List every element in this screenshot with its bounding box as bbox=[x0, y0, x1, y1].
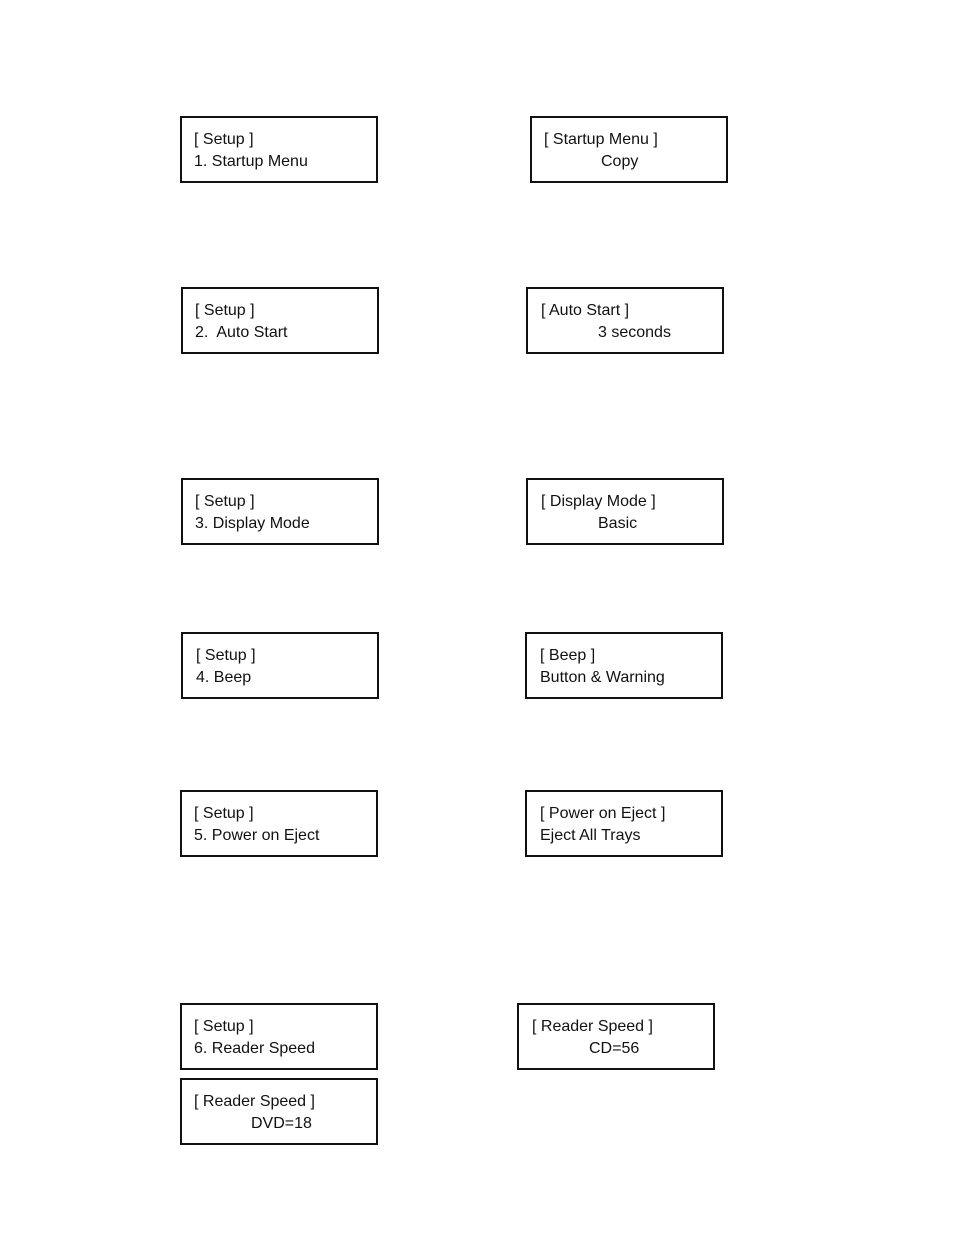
lcd-value: Button & Warning bbox=[540, 669, 665, 686]
lcd-title: [ Setup ] bbox=[194, 1018, 254, 1035]
lcd-title: [ Auto Start ] bbox=[541, 302, 630, 319]
lcd-title: [ Setup ] bbox=[194, 131, 254, 148]
lcd-display-mode-value bbox=[526, 478, 724, 545]
lcd-setup-reader-speed bbox=[180, 1003, 378, 1070]
lcd-setup-auto-start bbox=[181, 287, 379, 354]
lcd-title: [ Display Mode ] bbox=[541, 493, 656, 510]
lcd-value: Copy bbox=[601, 153, 639, 170]
lcd-title: [ Startup Menu ] bbox=[544, 131, 658, 148]
lcd-setup-power-on-eject bbox=[180, 790, 378, 857]
lcd-beep-value bbox=[525, 632, 723, 699]
lcd-value: 3 seconds bbox=[598, 324, 671, 341]
lcd-title: [ Setup ] bbox=[195, 302, 255, 319]
lcd-value: Basic bbox=[598, 515, 638, 532]
lcd-option: 5. Power on Eject bbox=[194, 827, 320, 844]
lcd-option: 2. Auto Start bbox=[195, 324, 288, 341]
lcd-title: [ Beep ] bbox=[540, 647, 596, 664]
lcd-value: Eject All Trays bbox=[540, 827, 641, 844]
lcd-option: 6. Reader Speed bbox=[194, 1040, 315, 1057]
lcd-setup-display-mode bbox=[181, 478, 379, 545]
lcd-title: [ Reader Speed ] bbox=[532, 1018, 653, 1035]
lcd-setup-beep bbox=[181, 632, 379, 699]
lcd-startup-menu-value bbox=[530, 116, 728, 183]
lcd-setup-startup-menu bbox=[180, 116, 378, 183]
lcd-auto-start-value bbox=[526, 287, 724, 354]
lcd-value: CD=56 bbox=[589, 1040, 640, 1057]
lcd-value: DVD=18 bbox=[251, 1115, 312, 1132]
lcd-title: [ Reader Speed ] bbox=[194, 1093, 315, 1110]
lcd-option: 3. Display Mode bbox=[195, 515, 310, 532]
lcd-title: [ Power on Eject ] bbox=[540, 805, 666, 822]
lcd-reader-speed-dvd-value bbox=[180, 1078, 378, 1145]
lcd-power-on-eject-value bbox=[525, 790, 723, 857]
lcd-title: [ Setup ] bbox=[194, 805, 254, 822]
lcd-option: 1. Startup Menu bbox=[194, 153, 308, 170]
lcd-title: [ Setup ] bbox=[195, 493, 255, 510]
lcd-option: 4. Beep bbox=[196, 669, 252, 686]
lcd-reader-speed-cd-value bbox=[517, 1003, 715, 1070]
lcd-title: [ Setup ] bbox=[196, 647, 256, 664]
